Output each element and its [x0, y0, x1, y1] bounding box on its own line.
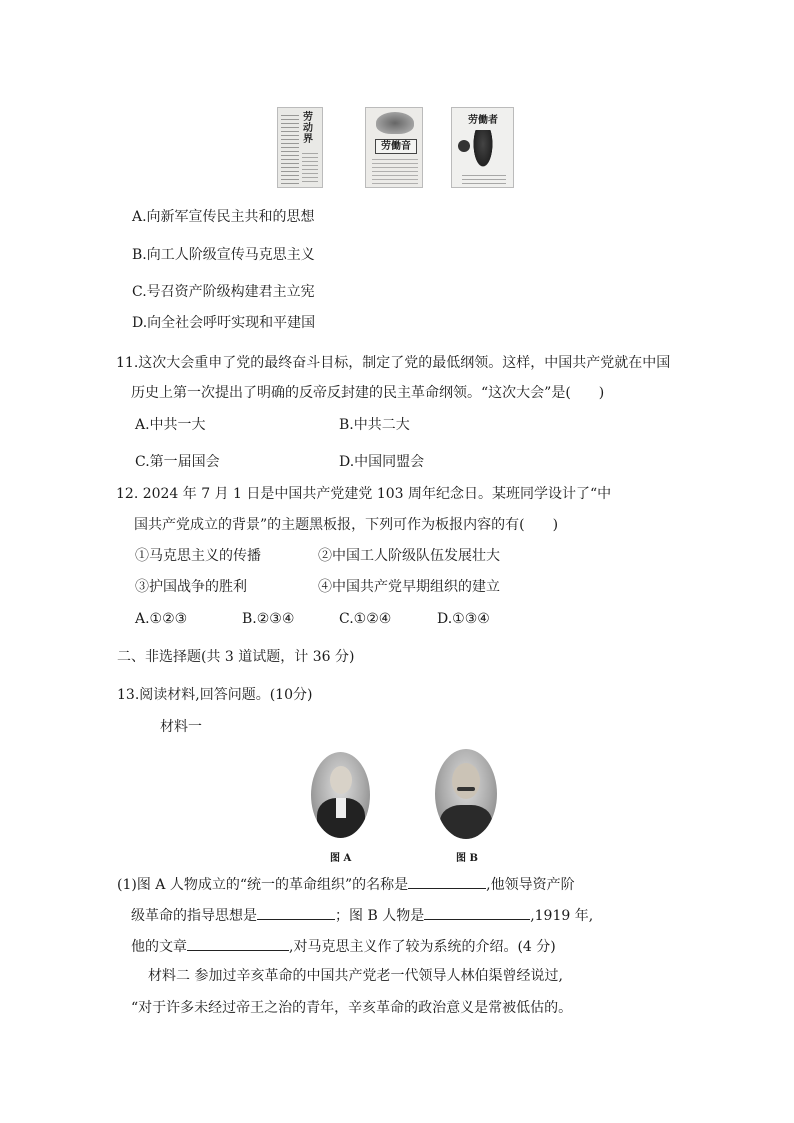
cover-laodongyin	[365, 107, 423, 188]
q13-part1-text: ,他领导资产阶	[486, 877, 575, 893]
q11-stem-line1: 11.这次大会重申了党的最终奋斗目标，制定了党的最低纲领。这样，中国共产党就在中国	[116, 355, 671, 371]
text-lines-decor	[462, 174, 506, 184]
cover-title: 劳动界	[303, 112, 313, 145]
q10-option-a[interactable]: A.向新军宣传民主共和的思想	[132, 209, 315, 225]
q10-option-c[interactable]: C.号召资产阶级构建君主立宪	[132, 284, 315, 300]
text-column-decor	[302, 152, 318, 182]
cover-laodongjie	[277, 107, 323, 188]
q13-part1-text: ；图 B 人物是	[335, 908, 425, 924]
q13-part1-text: ,对马克思主义作了较为系统的介绍。(4 分)	[289, 939, 556, 955]
q13-material2-line1: 材料二 参加过辛亥革命的中国共产党老一代领导人林伯渠曾经说过,	[148, 968, 563, 984]
mustache-decor	[457, 787, 475, 791]
dragon-emblem-icon	[376, 112, 414, 134]
q10-option-d[interactable]: D.向全社会呼吁实现和平建国	[132, 315, 316, 331]
q13-part1-text: (1)图 A 人物成立的“统一的革命组织”的名称是	[117, 877, 409, 893]
worker-figure-icon	[472, 130, 494, 170]
q11-option-c[interactable]: C.第一届国会	[135, 454, 220, 470]
answer-blank-ideology[interactable]	[257, 905, 335, 920]
answer-blank-person-b[interactable]	[424, 905, 530, 920]
q13-material2-line2: “对于许多未经过帝王之治的青年，辛亥革命的政治意义是常被低估的。	[131, 1000, 573, 1016]
q12-stem-line2: 国共产党成立的背景”的主题黑板报，下列可作为板报内容的有( )	[134, 517, 559, 533]
portrait-figure-a	[311, 752, 370, 838]
q12-option-a[interactable]: A.①②③	[135, 611, 188, 627]
q11-option-b[interactable]: B.中共二大	[339, 417, 410, 433]
q12-item-4: ④中国共产党早期组织的建立	[318, 579, 500, 595]
text-column-decor	[281, 112, 299, 184]
q13-part1-line1	[117, 874, 575, 894]
collar-decor	[336, 798, 346, 818]
q12-stem-line1: 12. 2024 年 7 月 1 日是中国共产党建党 103 周年纪念日。某班同学设计了“中	[116, 486, 612, 502]
portrait-figure-b	[435, 749, 497, 839]
cover-title: 劳働者	[468, 115, 498, 126]
q13-part1-line2	[131, 905, 593, 925]
q13-material1-label: 材料一	[160, 719, 202, 735]
q13-part1-line3	[131, 936, 556, 956]
face-decor	[452, 763, 480, 799]
q13-part1-text: 级革命的指导思想是	[131, 908, 257, 924]
q12-option-c[interactable]: C.①②④	[339, 611, 392, 627]
q11-stem-line2: 历史上第一次提出了明确的反帝反封建的民主革命纲领。“这次大会”是( )	[131, 385, 605, 401]
cover-title: 劳働音	[375, 139, 417, 154]
q12-item-1: ①马克思主义的传播	[135, 548, 261, 564]
q13-intro: 13.阅读材料,回答问题。(10分)	[117, 687, 313, 703]
q12-item-3: ③护国战争的胜利	[135, 579, 247, 595]
figure-b-caption: 图 B	[456, 853, 478, 864]
figure-a-caption: 图 A	[330, 853, 352, 864]
q13-part1-text: ,1919 年,	[530, 908, 594, 924]
q13-part1-text: 他的文章	[131, 939, 187, 955]
answer-blank-article[interactable]	[187, 936, 289, 951]
cover-laodongzhe	[451, 107, 514, 188]
q12-option-d[interactable]: D.①③④	[437, 611, 490, 627]
robe-decor	[440, 805, 492, 839]
q11-option-a[interactable]: A.中共一大	[135, 417, 206, 433]
hammer-icon	[458, 140, 470, 152]
q11-option-d[interactable]: D.中国同盟会	[339, 454, 425, 470]
face-decor	[330, 766, 352, 794]
q12-item-2: ②中国工人阶级队伍发展壮大	[318, 548, 500, 564]
q12-option-b[interactable]: B.②③④	[242, 611, 295, 627]
section-heading: 二、非选择题(共 3 道试题，计 36 分)	[117, 649, 355, 665]
answer-blank-organization[interactable]	[408, 874, 486, 889]
text-lines-decor	[372, 158, 418, 184]
q10-option-b[interactable]: B.向工人阶级宣传马克思主义	[132, 247, 315, 263]
